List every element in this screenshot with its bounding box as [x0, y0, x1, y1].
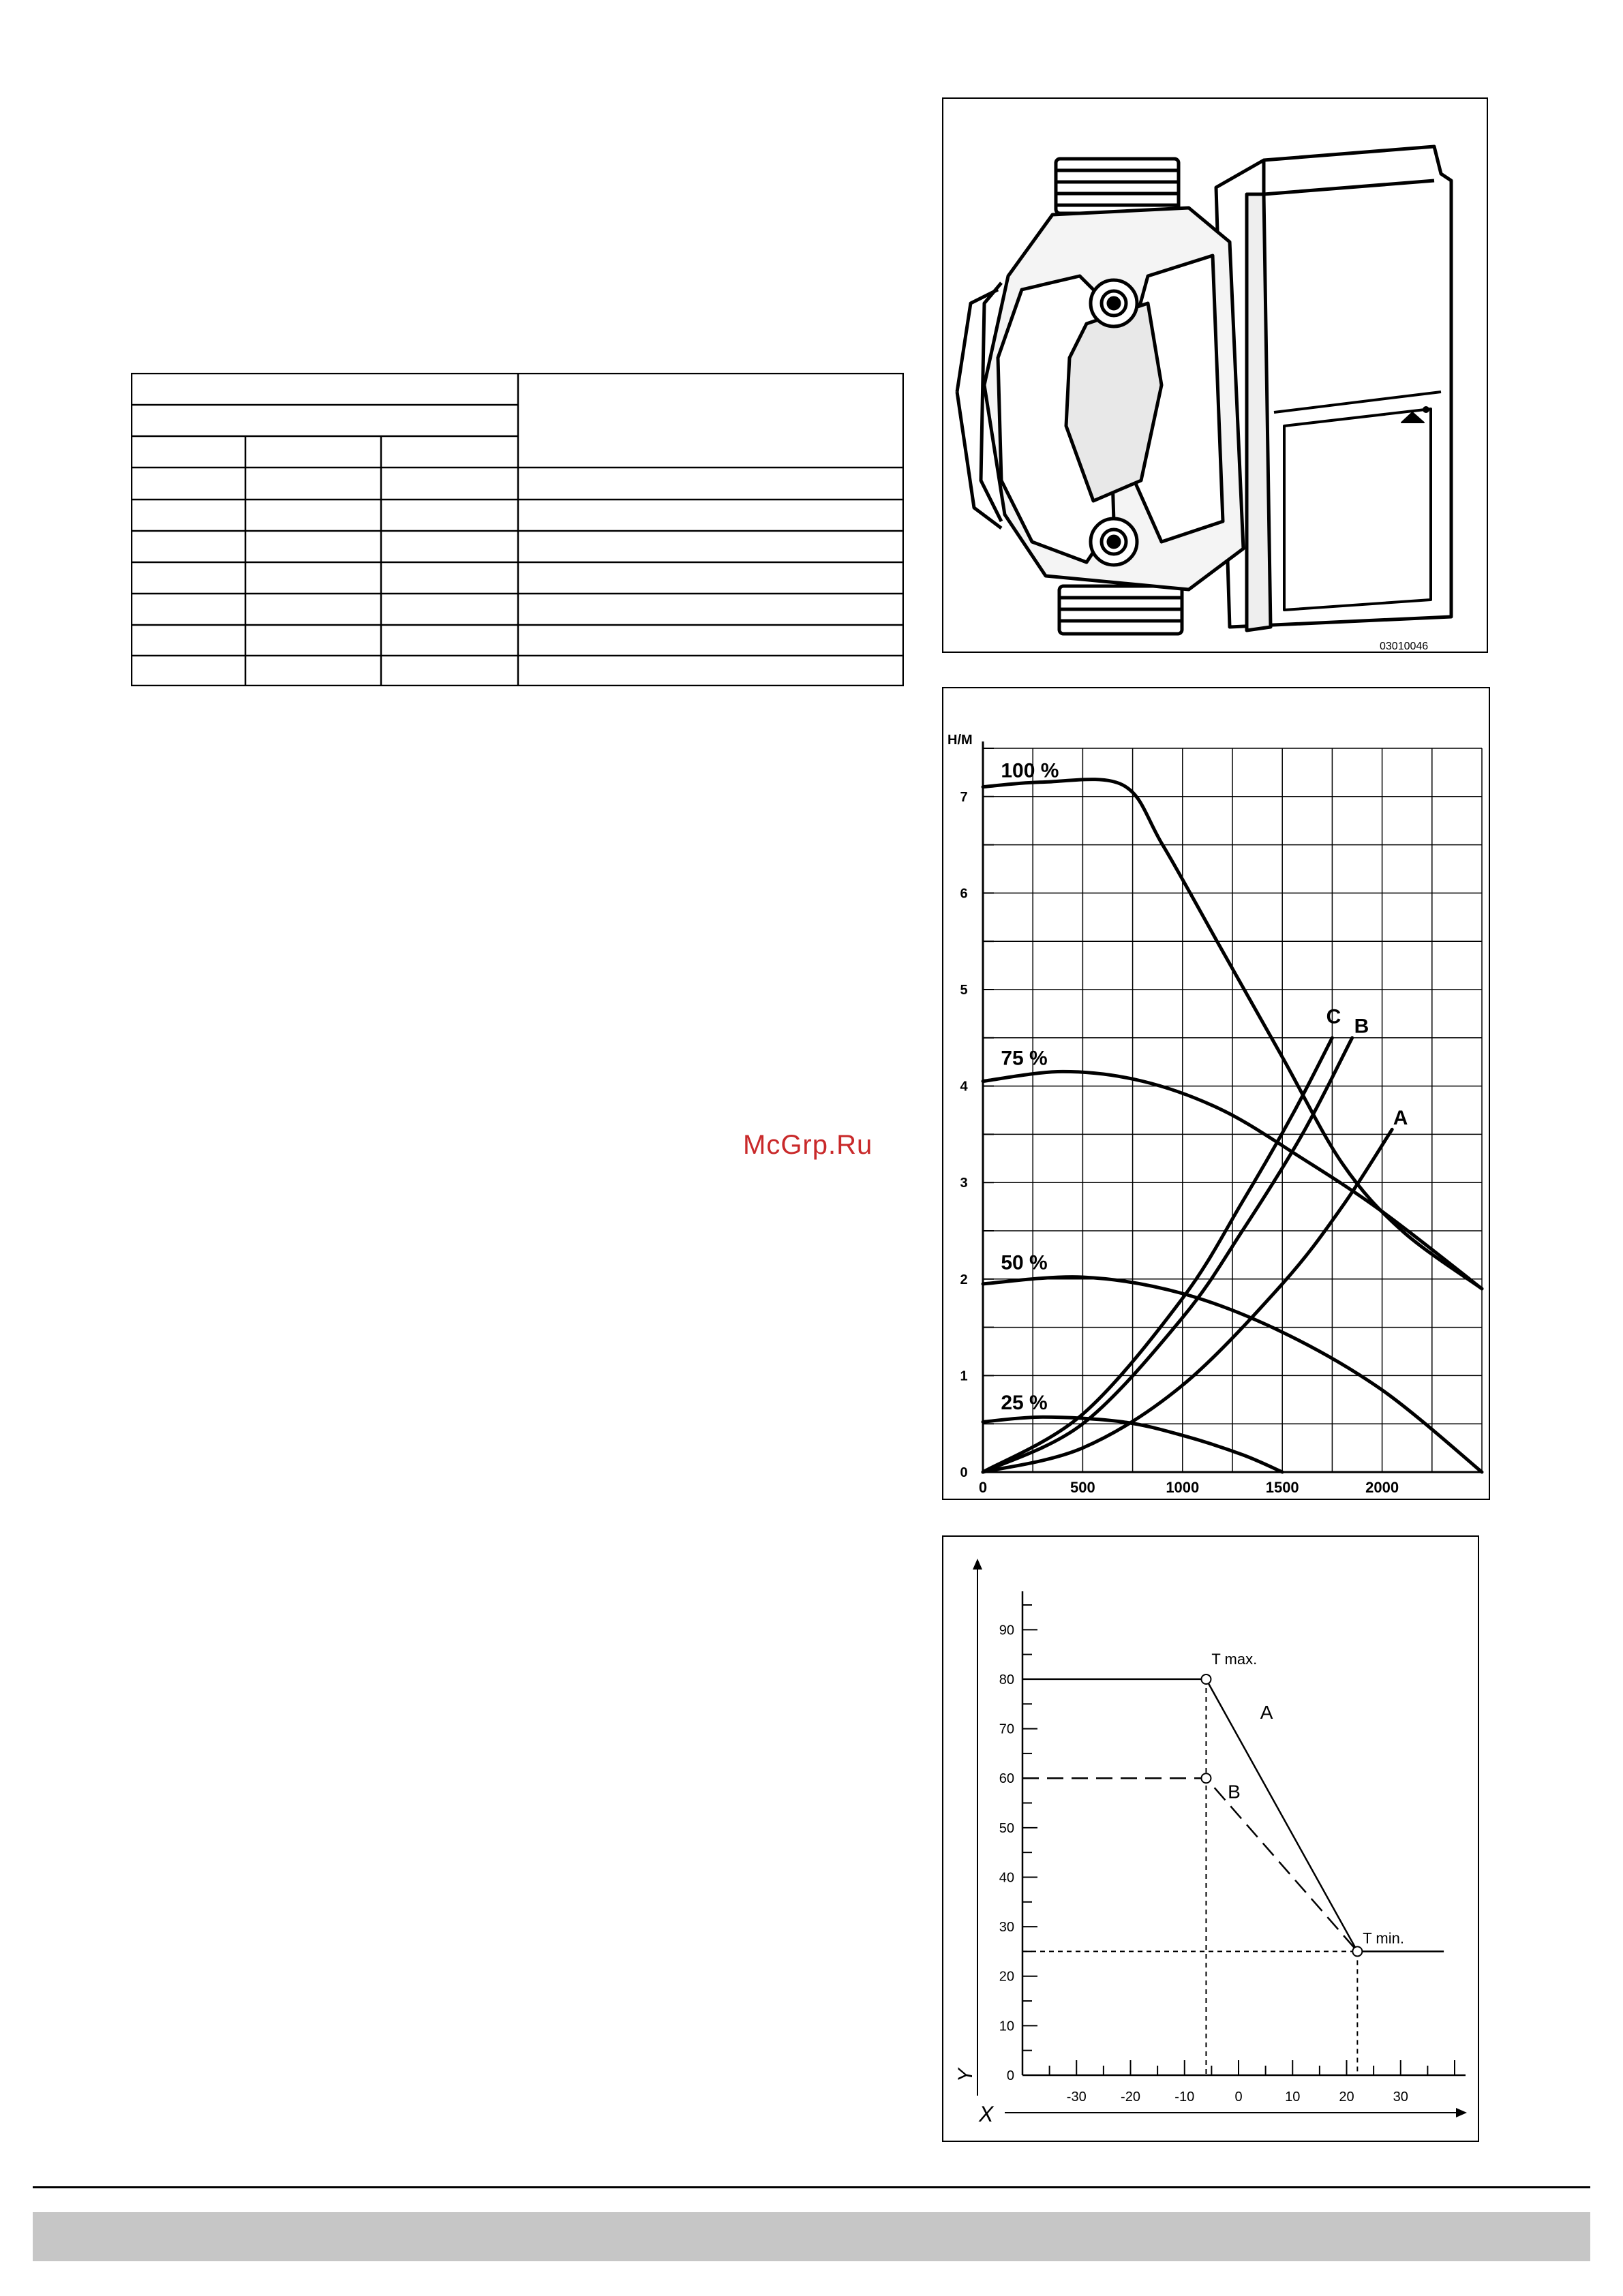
curve-label: 25 % — [1001, 1391, 1048, 1414]
pump-illustration — [943, 99, 1487, 652]
blank-table — [131, 373, 904, 686]
curve-label: 75 % — [1001, 1047, 1048, 1070]
y-tick-label: 20 — [999, 1969, 1014, 1985]
x-tick-label: 0 — [1234, 2090, 1243, 2104]
pump-figure — [942, 97, 1488, 653]
y-tick-label: 5 — [960, 983, 968, 998]
x-tick-label: 1500 — [1265, 1479, 1299, 1496]
x-axis-label: X — [979, 2102, 994, 2126]
heating-curve-figure — [942, 1535, 1479, 2142]
point-marker — [1352, 1946, 1362, 1956]
y-tick-label: 4 — [960, 1079, 968, 1095]
x-tick-label: 20 — [1339, 2090, 1354, 2104]
x-tick-label: -20 — [1121, 2090, 1140, 2104]
x-tick-label: -10 — [1174, 2090, 1195, 2104]
y-tick-label: 60 — [999, 1771, 1014, 1787]
pump-curve-chart — [943, 688, 1489, 1499]
x-axis-arrowhead — [1456, 2108, 1467, 2117]
y-tick-label: 1 — [960, 1368, 968, 1384]
label-a: A — [1260, 1702, 1273, 1724]
curve-label: 50 % — [1001, 1251, 1048, 1274]
curve-label: A — [1393, 1107, 1408, 1130]
y-tick-label: 2 — [960, 1272, 968, 1287]
y-tick-label: 0 — [1006, 2068, 1014, 2083]
y-axis-label: Y — [954, 2068, 977, 2082]
heating-line-a — [1022, 1679, 1444, 1952]
x-tick-label: 10 — [1285, 2090, 1301, 2104]
heating-line-b — [1022, 1778, 1357, 1951]
annotation-tmin: T min. — [1363, 1929, 1404, 1947]
y-axis-arrowhead — [973, 1559, 982, 1570]
y-tick-label: 90 — [999, 1623, 1014, 1638]
x-tick-label: 2000 — [1365, 1479, 1399, 1496]
heating-curve-chart — [943, 1537, 1478, 2141]
curve-label: 100 % — [1001, 759, 1059, 782]
x-tick-label: 30 — [1393, 2090, 1408, 2104]
point-marker — [1201, 1773, 1211, 1783]
curve-label: B — [1354, 1015, 1369, 1038]
y-tick-label: 6 — [960, 886, 968, 902]
pump-figure-code: 03010046 — [1380, 641, 1429, 652]
y-tick-label: 30 — [999, 1920, 1014, 1935]
y-tick-label: 50 — [999, 1820, 1014, 1836]
y-tick-label: 7 — [960, 789, 968, 805]
y-tick-label: 80 — [999, 1672, 1014, 1687]
y-tick-label: 0 — [960, 1465, 968, 1480]
curve-label: C — [1326, 1005, 1341, 1028]
y-tick-label: 3 — [960, 1176, 968, 1191]
x-tick-label: -30 — [1066, 2090, 1087, 2104]
annotation-tmax: T max. — [1211, 1650, 1258, 1668]
footer-rule — [33, 2186, 1590, 2188]
y-tick-label: 10 — [999, 2019, 1014, 2034]
footer-bar — [33, 2212, 1590, 2261]
y-tick-label: 70 — [999, 1721, 1014, 1737]
pump-curve-figure — [942, 687, 1490, 1500]
point-marker — [1201, 1674, 1211, 1684]
y-tick-label: 40 — [999, 1870, 1014, 1886]
x-tick-label: 500 — [1070, 1479, 1095, 1496]
y-axis-label: H/M — [947, 733, 973, 748]
label-b: B — [1228, 1781, 1241, 1803]
curve-a — [983, 1129, 1392, 1472]
x-tick-label: 0 — [978, 1479, 988, 1496]
x-tick-label: 1000 — [1166, 1479, 1200, 1496]
watermark: McGrp.Ru — [743, 1130, 873, 1160]
